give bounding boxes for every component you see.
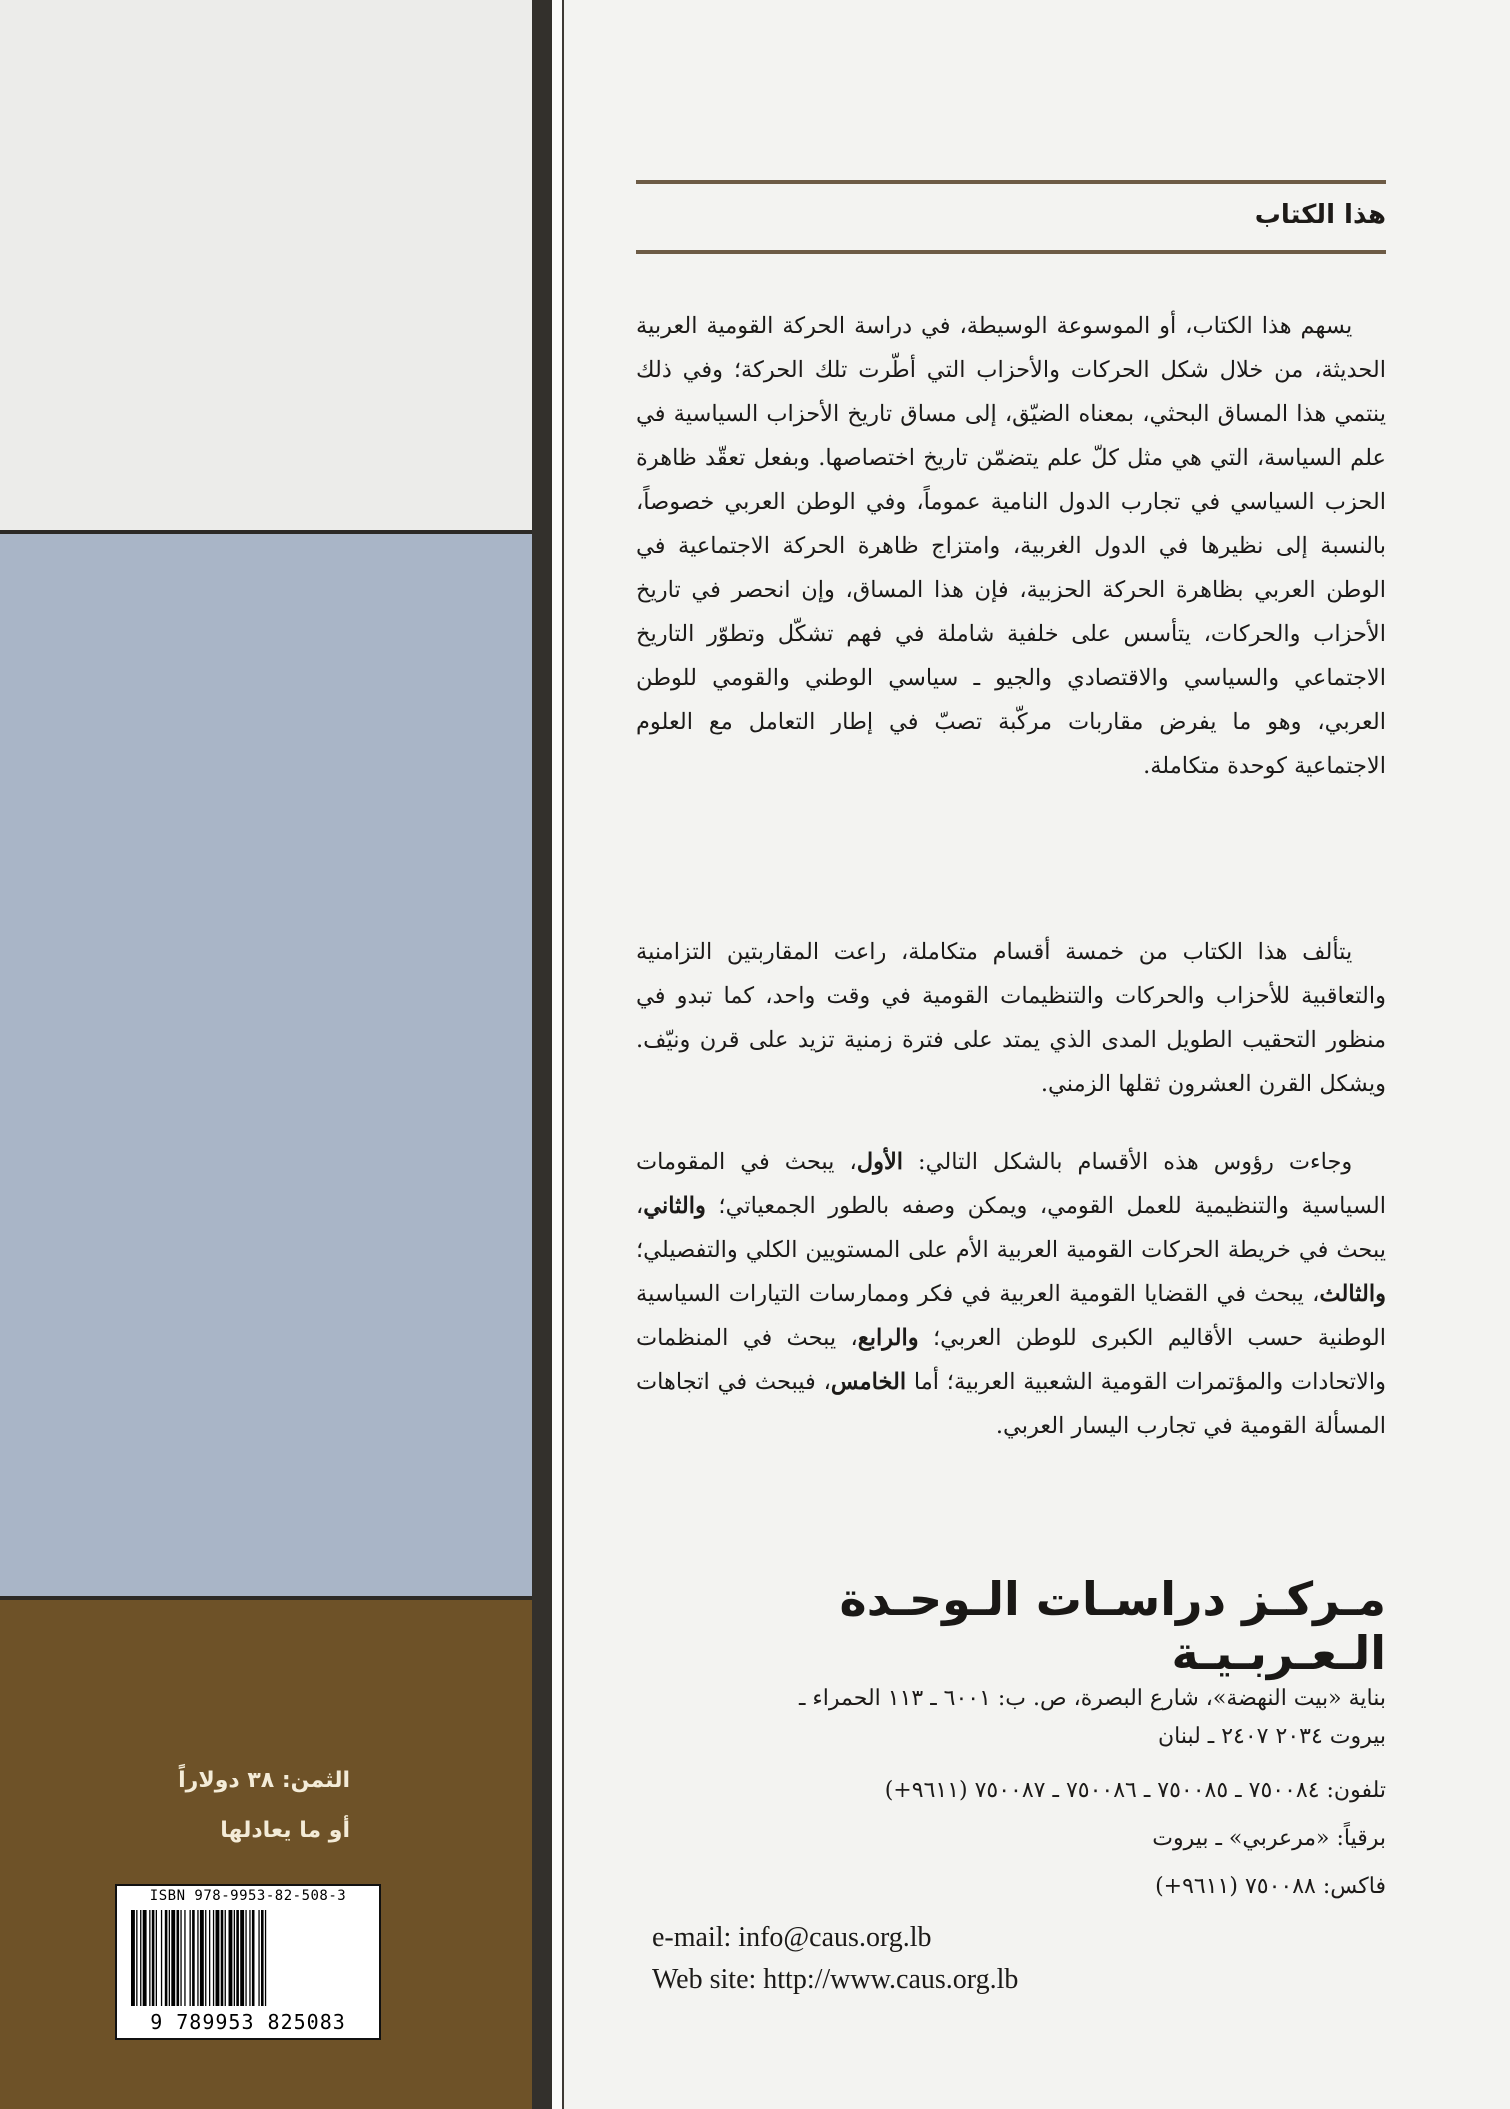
publisher-fax: فاكس: ٧٥٠٠٨٨ (٩٦١١+)	[1155, 1874, 1386, 1899]
publisher-name: مـركـز دراسـات الـوحـدة الـعـربـيـة	[839, 1572, 1386, 1680]
spine-divider-light	[552, 0, 564, 2109]
isbn-label: ISBN 978-9953-82-508-3	[149, 1888, 347, 1904]
publisher-phone: تلفون: ٧٥٠٠٨٤ ـ ٧٥٠٠٨٥ ـ ٧٥٠٠٨٦ ـ ٧٥٠٠٨٧ (٩٦١١+)	[884, 1778, 1386, 1803]
price-line-1: الثمن: ٣٨ دولاراً	[178, 1768, 350, 1793]
section-second-text: ، يبحث في خريطة الحركات القومية العربية الأم على المستويين الكلي والتفصيلي؛	[636, 1193, 1386, 1263]
section-first-text: ، يبحث في المقومات السياسية والتنظيمية للعمل القومي، ويمكن وصفه بالطور الجمعياتي؛	[636, 1149, 1386, 1219]
price-line-2: أو ما يعادلها	[220, 1818, 350, 1843]
isbn-barcode	[115, 1884, 381, 2040]
paragraph-2-text: يتألف هذا الكتاب من خمسة أقسام متكاملة، راعت المقاربتين التزامنية والتعاقبية للأحزاب والحركات والتنظيمات القومية في وقت واحد، كما تبدو في منظور التحقيب الطويل المدى الذي يمتد على فترة زمنية تزيد على قرن ونيّف. ويشكل القرن العشرون ثقلها الزمني.	[636, 939, 1386, 1097]
section-fourth-text: ، يبحث في المنظمات والاتحادات والمؤتمرات القومية الشعبية العربية؛ أما	[636, 1325, 1387, 1395]
section-second-label: والثاني	[643, 1193, 706, 1219]
paragraph-2	[636, 930, 1386, 1106]
section-fourth-label: والرابع	[857, 1325, 919, 1351]
paragraph-3-text	[636, 1140, 1386, 1448]
barcode-bars-icon	[129, 1910, 367, 2010]
paragraph-3	[636, 1140, 1386, 1448]
paragraph-1	[636, 304, 1386, 788]
section-title: هذا الكتاب	[1254, 200, 1386, 230]
title-rule-top	[636, 180, 1386, 184]
publisher-email: e-mail: info@caus.org.lb	[652, 1922, 932, 1953]
section-third-text: ، يبحث في القضايا القومية العربية في فكر وممارسات التيارات السياسية الوطنية حسب الأقاليم الكبرى للوطن العربي؛	[636, 1281, 1386, 1351]
section-third-label: والثالث	[1319, 1281, 1386, 1307]
section-fifth-label: الخامس	[830, 1369, 907, 1395]
publisher-website: Web site: http://www.caus.org.lb	[652, 1964, 1019, 1995]
title-rule-bottom	[636, 250, 1386, 254]
section-first-label: الأول	[856, 1149, 904, 1175]
publisher-address-line-1: بناية «بيت النهضة»، شارع البصرة، ص. ب: ٦٠٠١ ـ ١١٣ الحمراء ـ	[798, 1686, 1386, 1711]
barcode-digits: 9 789953 825083	[150, 2010, 346, 2034]
paragraph-1-text: يسهم هذا الكتاب، أو الموسوعة الوسيطة، في دراسة الحركة القومية العربية الحديثة، من خلال شكل الحركات والأحزاب التي أطّرت تلك الحركة؛ وفي ذلك ينتمي هذا المساق البحثي، بمعناه الضيّق، إلى مساق تاريخ الأحزاب السياسية في علم السياسة، التي هي مثل كلّ علم يتضمّن تاريخ اختصاصها. وبفعل تعقّد ظاهرة الحزب السياسي في تجارب الدول النامية عموماً، وفي الوطن العربي خصوصاً، بالنسبة إلى نظيرها في الدول الغربية، وامتزاج ظاهرة الحركة الاجتماعية في الوطن العربي بظاهرة الحركة الحزبية، فإن هذا المساق، وإن انحصر في تاريخ الأحزاب والحركات، يتأسس على خلفية شاملة في فهم تشكّل وتطوّر التاريخ الاجتماعي والسياسي والاقتصادي والجيو ـ سياسي الوطني والقومي للوطن العربي، وهو ما يفرض مقاربات مركّبة تصبّ في إطار التعامل مع العلوم الاجتماعية كوحدة متكاملة.	[636, 313, 1386, 779]
publisher-telegram: برقياً: «مرعربي» ـ بيروت	[1152, 1826, 1386, 1851]
blue-color-panel	[0, 530, 532, 1600]
sections-intro: وجاءت رؤوس هذه الأقسام بالشكل التالي:	[903, 1149, 1353, 1175]
spine-divider-dark	[532, 0, 552, 2109]
section-fifth-text: ، فيبحث في اتجاهات المسألة القومية في تجارب اليسار العربي.	[636, 1369, 1386, 1439]
publisher-address-line-2: بيروت ٢٠٣٤ ٢٤٠٧ ـ لبنان	[1157, 1724, 1386, 1749]
